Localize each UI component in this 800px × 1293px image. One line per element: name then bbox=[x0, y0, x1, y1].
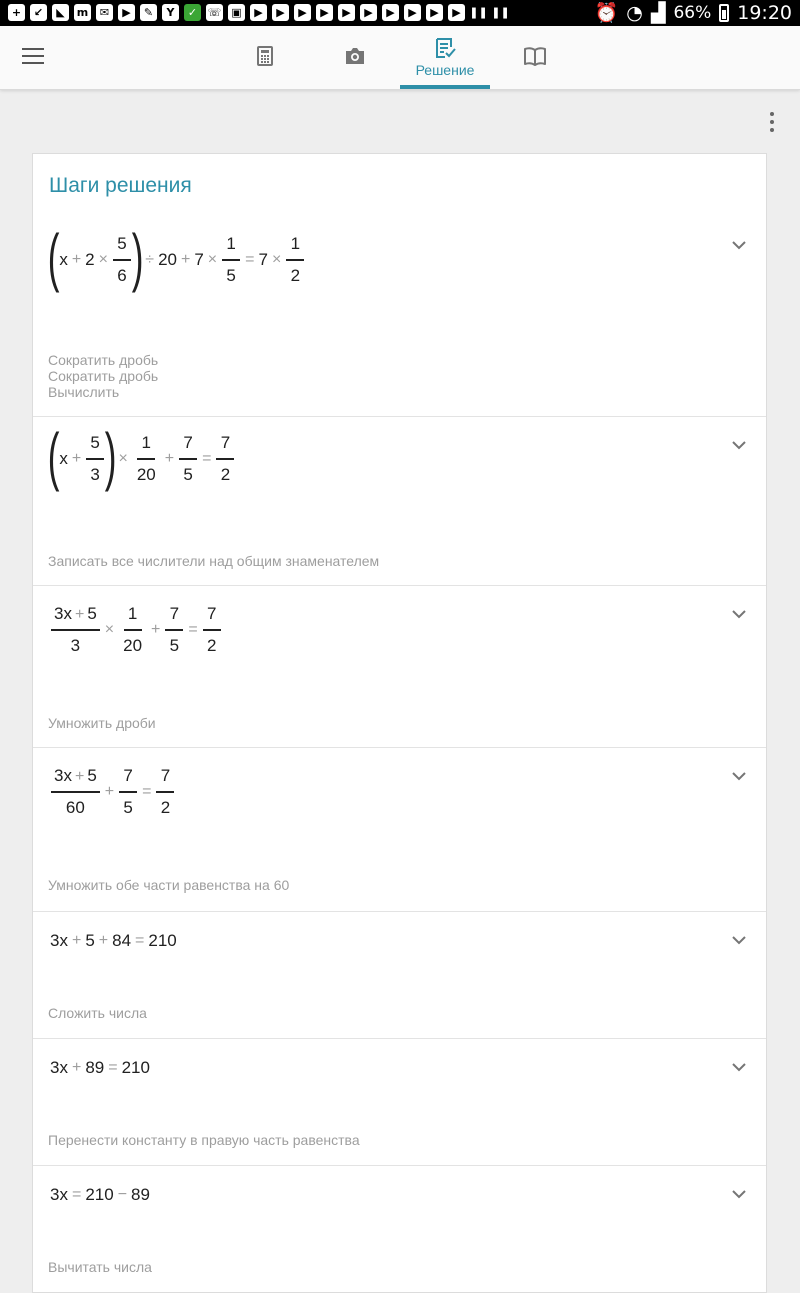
camera-icon bbox=[344, 47, 366, 65]
step-expression: ( x + $\frac{5}{3}$ ) × $\frac{1}{20}$ + $\frac{7}{5}$ = $\frac{7}{2}$ bbox=[49, 427, 236, 491]
youtube-icon: ▶ bbox=[338, 4, 355, 21]
status-bar bbox=[0, 0, 800, 26]
chevron-down-icon[interactable] bbox=[732, 240, 746, 250]
calculator-icon bbox=[257, 46, 273, 66]
step-notes: Перенести константу в правую часть равенства bbox=[48, 1132, 360, 1148]
fraction: $\frac{3x + 5}{60}$ bbox=[51, 766, 100, 818]
whatsapp-icon: ☏ bbox=[207, 6, 222, 19]
step-3 bbox=[33, 586, 766, 748]
youtube-icon: ▶ bbox=[382, 4, 399, 21]
step-expression: $\frac{3x + 5}{60}$ + $\frac{7}{5}$ = $\frac{7}{2}$ bbox=[49, 766, 176, 818]
add-icon: + bbox=[8, 4, 25, 21]
chevron-down-icon[interactable] bbox=[732, 440, 746, 450]
fraction: $\frac{1}{20}$ bbox=[136, 433, 156, 484]
step-7 bbox=[33, 1166, 766, 1292]
yandex-icon: Y bbox=[162, 4, 179, 21]
missed-call-icon: ↙ bbox=[30, 4, 47, 21]
tab-solution[interactable] bbox=[400, 26, 490, 89]
step-notes: Вычитать числа bbox=[48, 1259, 152, 1275]
signal-icon: ▟ bbox=[650, 1, 666, 24]
youtube-icon: ▶ bbox=[118, 4, 135, 21]
step-expression: 3x = 210 − 89 bbox=[50, 1185, 150, 1204]
fraction: $\frac{3x + 5}{3}$ bbox=[51, 604, 100, 656]
solution-icon bbox=[434, 37, 456, 59]
battery-icon bbox=[719, 4, 729, 22]
step-1 bbox=[33, 216, 766, 417]
notification-icons bbox=[8, 4, 509, 21]
fraction: $\frac{7}{2}$ bbox=[216, 433, 234, 485]
tab-label: Решение bbox=[415, 62, 475, 78]
chevron-down-icon[interactable] bbox=[732, 935, 746, 945]
step-notes: Сократить дробь Сократить дробь Вычислить bbox=[48, 352, 159, 400]
youtube-icon: ▶ bbox=[426, 4, 443, 21]
youtube-icon: ▶ bbox=[250, 4, 267, 21]
fraction: $\frac{7}{2}$ bbox=[203, 604, 221, 656]
tab-book[interactable] bbox=[490, 26, 580, 89]
wifi-icon: ◔ bbox=[626, 1, 643, 24]
step-expression: ( x + 2 × $\frac{5}{6}$ ) ÷ 20 + 7 × $\frac{1}{5}$ = 7 × $\frac{1}{2}$ bbox=[49, 228, 306, 292]
step-expression: $\frac{3x + 5}{3}$ × $\frac{1}{20}$ + $\frac{7}{5}$ = $\frac{7}{2}$ bbox=[49, 604, 223, 656]
step-notes: Сложить числа bbox=[48, 1005, 147, 1021]
tab-camera[interactable] bbox=[310, 26, 400, 89]
step-notes: Умножить дроби bbox=[48, 715, 156, 731]
chevron-down-icon[interactable] bbox=[732, 1062, 746, 1072]
youtube-icon: ▶ bbox=[272, 4, 289, 21]
chevron-down-icon[interactable] bbox=[732, 1189, 746, 1199]
more-options-icon[interactable] bbox=[767, 112, 777, 132]
step-expression: 3x + 89 = 210 bbox=[50, 1058, 150, 1077]
solution-steps-card bbox=[32, 153, 767, 1293]
menu-icon[interactable] bbox=[22, 48, 44, 64]
system-status bbox=[595, 1, 792, 24]
card-title: Шаги решения bbox=[49, 174, 192, 197]
youtube-icon: ▶ bbox=[294, 4, 311, 21]
fraction: $\frac{7}{2}$ bbox=[156, 766, 174, 818]
youtube-icon: ▶ bbox=[360, 4, 377, 21]
fraction: $\frac{7}{5}$ bbox=[119, 766, 137, 818]
pause-icon: ❚❚ bbox=[469, 6, 488, 19]
clock: 19:20 bbox=[737, 1, 792, 24]
app-toolbar bbox=[0, 26, 800, 90]
fraction: $\frac{5}{6}$ bbox=[113, 234, 131, 286]
chevron-down-icon[interactable] bbox=[732, 771, 746, 781]
youtube-icon: ▶ bbox=[404, 4, 421, 21]
mail-icon: ✉ bbox=[96, 4, 113, 21]
step-notes: Умножить обе части равенства на 60 bbox=[48, 877, 290, 893]
step-5 bbox=[33, 912, 766, 1039]
step-6 bbox=[33, 1039, 766, 1166]
youtube-icon: ▶ bbox=[316, 4, 333, 21]
battery-percent: 66% bbox=[673, 2, 712, 23]
step-2 bbox=[33, 417, 766, 586]
pause-icon: ❚❚ bbox=[491, 6, 510, 19]
chevron-down-icon[interactable] bbox=[732, 609, 746, 619]
image-icon: ▣ bbox=[228, 4, 245, 21]
wrench-icon: ✎ bbox=[140, 4, 157, 21]
fraction: $\frac{7}{5}$ bbox=[165, 604, 183, 656]
alarm-icon: ⏰ bbox=[594, 2, 619, 24]
step-notes: Записать все числители над общим знаменателем bbox=[48, 553, 380, 569]
fraction: $\frac{1}{5}$ bbox=[222, 234, 240, 286]
youtube-icon: ▶ bbox=[448, 4, 465, 21]
shield-icon: ✓ bbox=[184, 4, 201, 21]
fraction: $\frac{1}{20}$ bbox=[123, 604, 143, 655]
fraction: $\frac{5}{3}$ bbox=[86, 433, 104, 485]
tab-calculator[interactable] bbox=[220, 26, 310, 89]
step-4 bbox=[33, 748, 766, 912]
step-expression: 3x + 5 + 84 = 210 bbox=[50, 931, 177, 950]
fraction: $\frac{1}{2}$ bbox=[286, 234, 304, 286]
book-icon bbox=[523, 46, 547, 66]
m-icon: m bbox=[74, 4, 91, 21]
fraction: $\frac{7}{5}$ bbox=[179, 433, 197, 485]
shoe-icon: ◣ bbox=[52, 4, 69, 21]
